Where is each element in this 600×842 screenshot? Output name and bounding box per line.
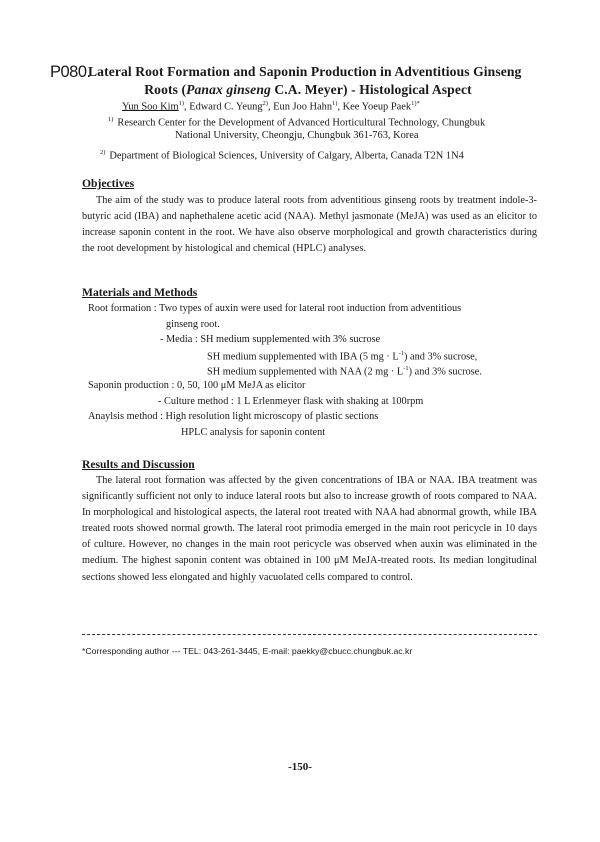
methods-line: Saponin production : 0, 50, 100 μM MeJA as elicitor bbox=[88, 380, 306, 391]
affiliation-1-cont: National University, Cheongju, Chungbuk 361-763, Korea bbox=[175, 130, 419, 141]
affiliation-2: $^{2)}$ Department of Biological Sciences, University of Calgary, Alberta, Canada T2N 1N4 bbox=[100, 149, 464, 162]
methods-line: ginseng root. bbox=[166, 319, 220, 330]
author-name: Yun Soo Kim bbox=[122, 101, 179, 113]
author-list: Yun Soo Kim$^{1)}$, Edward C. Yeung$^{2)}$, Eun Joo Hahn$^{1)}$, Kee Yoeup Paek$^{1)*}$ bbox=[122, 100, 420, 113]
methods-line: Root formation : Two types of auxin were used for lateral root induction from adventitious bbox=[88, 303, 462, 314]
methods-line: - Media : SH medium supplemented with 3% sucrose bbox=[160, 334, 381, 345]
paper-title bbox=[88, 63, 558, 98]
author-name: Kee Yoeup Paek bbox=[342, 101, 412, 113]
poster-code: P080. bbox=[50, 63, 91, 81]
affiliation-1: $^{1)}$ Research Center for the Development of Advanced Horticultural Technology, Chungbuk bbox=[108, 116, 486, 129]
methods-line: SH medium supplemented with IBA (5 mg · $L^{-1}$) and 3% sucrose, bbox=[207, 350, 478, 363]
corresponding-author-footnote: *Corresponding author --- TEL: 043-261-3445, E-mail: paekky@cbucc.chungbuk.ac.kr bbox=[82, 646, 413, 656]
results-text: The lateral root formation was affected by the given concentrations of IBA or NAA. IBA treatment was significantly sufficient not only to induce lateral roots but also to increase growth of roots compared to NAA. In morphological and histological aspects, the lateral root treated with NAA had abnormal growth, while IBA treated roots showed normal growth. The lateral root primodia emerged in the main root pericycle in 10 days of culture. However, no changes in the main root pericycle was observed when auxin was eliminated in the medium. The highest saponin content was obtained in 100 μM MeJA-treated roots. Its median longitudinal sections showed less elongated and highly vacuolated cells compared to control. bbox=[82, 475, 537, 583]
title-line-1: Lateral Root Formation and Saponin Production in Adventitious Ginseng bbox=[88, 64, 522, 79]
author-name: Eun Joo Hahn bbox=[273, 101, 333, 113]
methods-line: Anaylsis method : High resolution light microscopy of plastic sections bbox=[88, 411, 379, 422]
page-number: -150- bbox=[288, 761, 312, 773]
author-name: Edward C. Yeung bbox=[189, 101, 263, 113]
objectives-heading: Objectives bbox=[82, 177, 135, 190]
results-heading: Results and Discussion bbox=[82, 458, 195, 471]
methods-heading: Materials and Methods bbox=[82, 286, 198, 299]
title-line-2: Roots (Panax ginseng C.A. Meyer) - Histological Aspect bbox=[144, 81, 472, 97]
methods-line: HPLC analysis for saponin content bbox=[181, 427, 326, 438]
objectives-text: The aim of the study was to produce lateral roots from adventitious ginseng roots by treatment indole-3-butyric acid (IBA) and naphethalene acetic acid (NAA). Methyl jasmonate (MeJA) was used as an elicitor to increase saponin content in the root. We have also observe morphological and growth characteristics during the root development by histological and chemical (HPLC) analyses. bbox=[82, 195, 537, 255]
footnote-divider bbox=[82, 634, 537, 635]
methods-line: SH medium supplemented with NAA (2 mg · $L^{-1}$) and 3% sucrose. bbox=[207, 365, 482, 378]
methods-line: - Culture method : 1 L Erlenmeyer flask with shaking at 100rpm bbox=[158, 396, 424, 407]
